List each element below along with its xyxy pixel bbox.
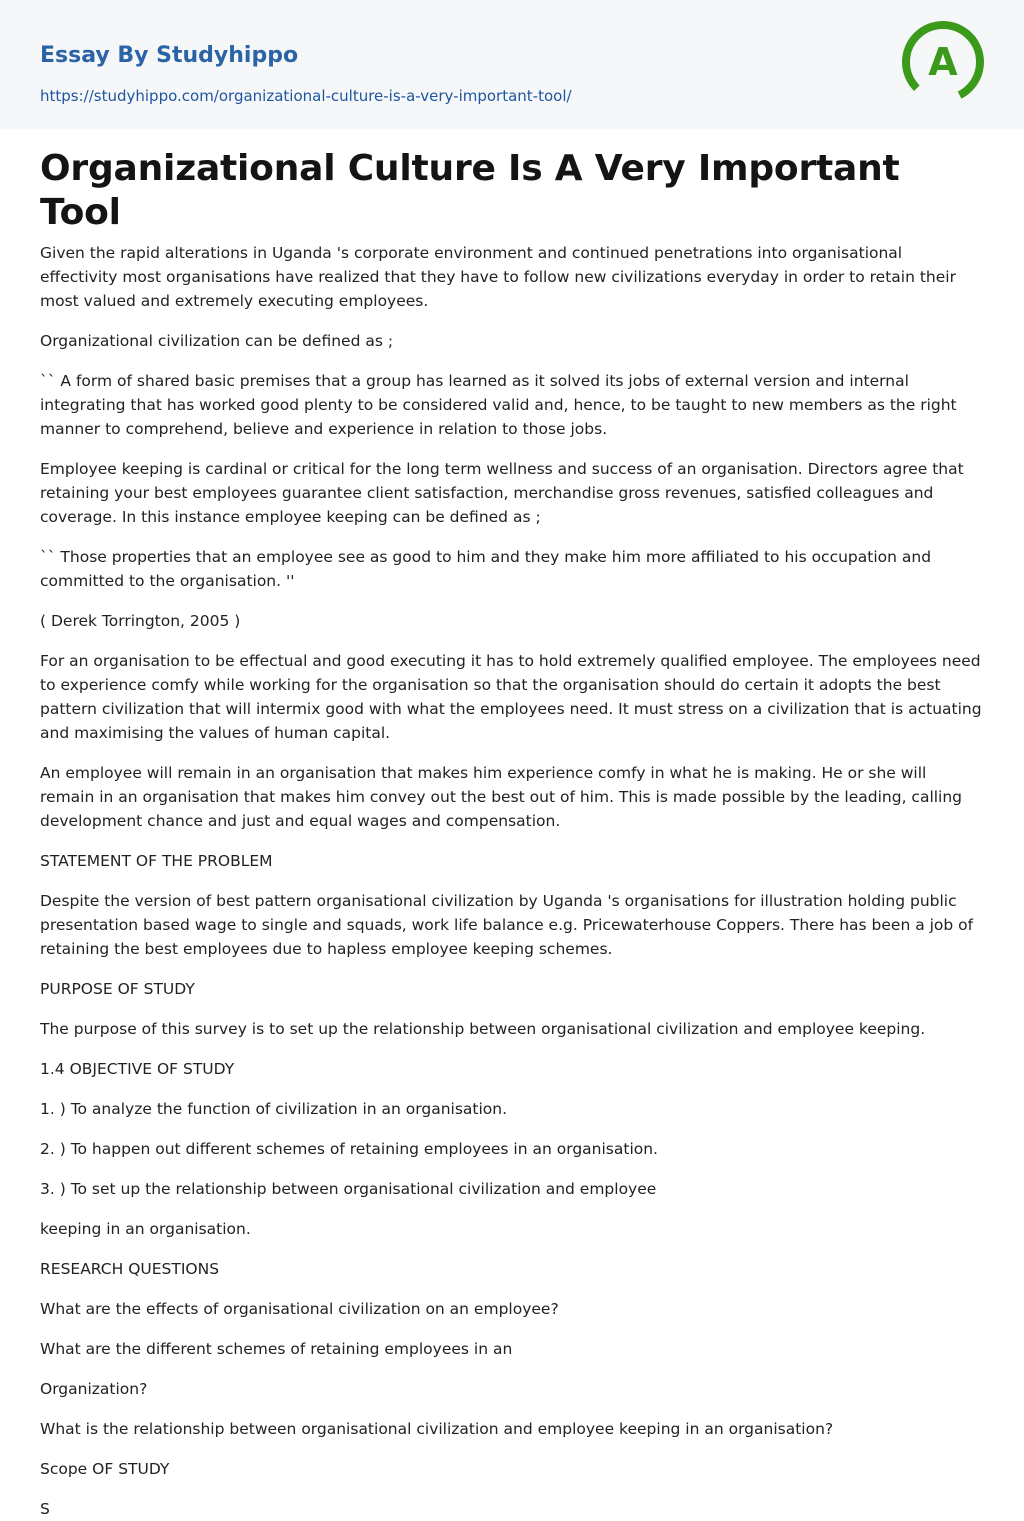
studyhippo-logo-icon [900, 19, 986, 105]
research-question: What are the different schemes of retaining employees in an [40, 1340, 513, 1358]
section-heading: PURPOSE OF STUDY [40, 980, 195, 998]
paragraph: Given the rapid alterations in Uganda 's corporate environment and continued penetrations into organisational effectivity most organisations have realized that they have to follow new civilizations everyday in order to retain their most valued and extremely executing employees. [40, 244, 956, 310]
paragraph: `` Those properties that an employee see as good to him and they make him more affiliated to his occupation and committed to the organisation. '' [40, 548, 932, 590]
objective-item: 1. ) To analyze the function of civilization in an organisation. [40, 1100, 508, 1118]
research-question: What are the effects of organisational civilization on an employee? [40, 1300, 559, 1318]
section-heading: 1.4 OBJECTIVE OF STUDY [40, 1060, 235, 1078]
citation: ( Derek Torrington, 2005 ) [40, 612, 241, 630]
objective-item: 2. ) To happen out different schemes of retaining employees in an organisation. [40, 1140, 658, 1158]
brand-title: Essay By Studyhippo [40, 43, 299, 68]
paragraph: Organizational civilization can be defined as ; [40, 332, 394, 350]
research-question: Organization? [40, 1380, 148, 1398]
paragraph: An employee will remain in an organisation that makes him experience comfy in what he is making. He or she will remain in an organisation that makes him convey out the best out of him. This is made possible by the leading, calling development chance and just and equal wages and compensation. [40, 764, 963, 830]
paragraph: Employee keeping is cardinal or critical for the long term wellness and success of an organisation. Directors agree that retaining your best employees guarantee client satisfaction, merchandise gross revenues, satisfied colleagues and coverage. In this instance employee keeping can be defined as ; [40, 460, 964, 526]
section-heading: STATEMENT OF THE PROBLEM [40, 852, 273, 870]
page-title: Organizational Culture Is A Very Important Tool [40, 148, 900, 233]
section-heading: RESEARCH QUESTIONS [40, 1260, 220, 1278]
paragraph: S [40, 1500, 50, 1518]
essay-content [0, 147, 1024, 1521]
research-question: What is the relationship between organisational civilization and employee keeping in an organisation? [40, 1420, 834, 1438]
paragraph: `` A form of shared basic premises that a group has learned as it solved its jobs of external version and internal integrating that has worked good plenty to be considered valid and, hence, to be taught to new members as the right manner to comprehend, believe and experience in relation to those jobs. [40, 372, 957, 438]
paragraph: Despite the version of best pattern organisational civilization by Uganda 's organisations for illustration holding public presentation based wage to single and squads, work life balance e.g. Pricewaterhouse Coppers. There has been a job of retaining the best employees due to hapless employee keeping schemes. [40, 892, 974, 958]
paragraph: For an organisation to be effectual and good executing it has to hold extremely qualified employee. The employees need to experience comfy while working for the organisation so that the organisation should do certain it adopts the best pattern civilization that will intermix good with what the employees need. It must stress on a civilization that is actuating and maximising the values of human capital. [40, 652, 982, 742]
page-header [0, 0, 1024, 129]
paragraph: The purpose of this survey is to set up the relationship between organisational civilization and employee keeping. [40, 1020, 926, 1038]
logo-letter: A [928, 40, 958, 84]
objective-item: 3. ) To set up the relationship between organisational civilization and employee [40, 1180, 657, 1198]
source-url-link[interactable]: https://studyhippo.com/organizational-culture-is-a-very-important-tool/ [40, 87, 572, 105]
section-heading: Scope OF STUDY [40, 1460, 170, 1478]
paragraph: keeping in an organisation. [40, 1220, 251, 1238]
